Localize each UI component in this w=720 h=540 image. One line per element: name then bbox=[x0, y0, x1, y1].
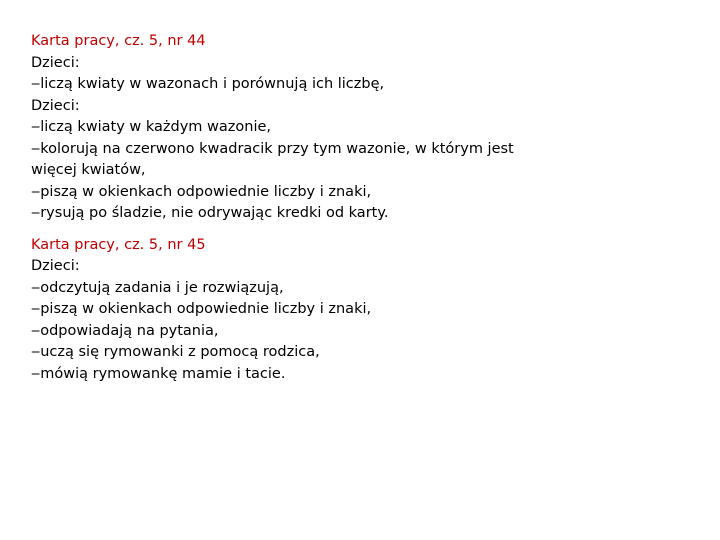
text-line: Dzieci: bbox=[31, 97, 80, 114]
text-line: ‒mówią rymowankę mamie i tacie. bbox=[31, 365, 286, 382]
text-line: ‒liczą kwiaty w wazonach i porównują ich liczbę, bbox=[31, 76, 385, 92]
section-karta-45 bbox=[31, 235, 691, 386]
text-line: ‒rysują po śladzie, nie odrywając kredki od karty. bbox=[31, 205, 389, 221]
text-line: ‒kolorują na czerwono kwadracik przy tym wazonie, w którym jest bbox=[31, 140, 514, 157]
section-heading: Karta pracy, cz. 5, nr 44 bbox=[31, 33, 206, 49]
text-line: ‒liczą kwiaty w każdym wazonie, bbox=[31, 119, 272, 135]
text-line: ‒odczytują zadania i je rozwiązują, bbox=[31, 279, 284, 296]
text-line: Dzieci: bbox=[31, 258, 80, 274]
text-line: ‒piszą w okienkach odpowiednie liczby i znaki, bbox=[31, 301, 372, 317]
section-karta-44 bbox=[31, 31, 691, 225]
text-line: więcej kwiatów, bbox=[31, 162, 146, 178]
text-line: Dzieci: bbox=[31, 54, 80, 71]
text-line: ‒uczą się rymowanki z pomocą rodzica, bbox=[31, 344, 320, 360]
text-line: ‒piszą w okienkach odpowiednie liczby i znaki, bbox=[31, 183, 372, 200]
text-line: ‒odpowiadają na pytania, bbox=[31, 322, 219, 339]
document-body bbox=[31, 31, 691, 395]
section-heading: Karta pracy, cz. 5, nr 45 bbox=[31, 236, 206, 253]
